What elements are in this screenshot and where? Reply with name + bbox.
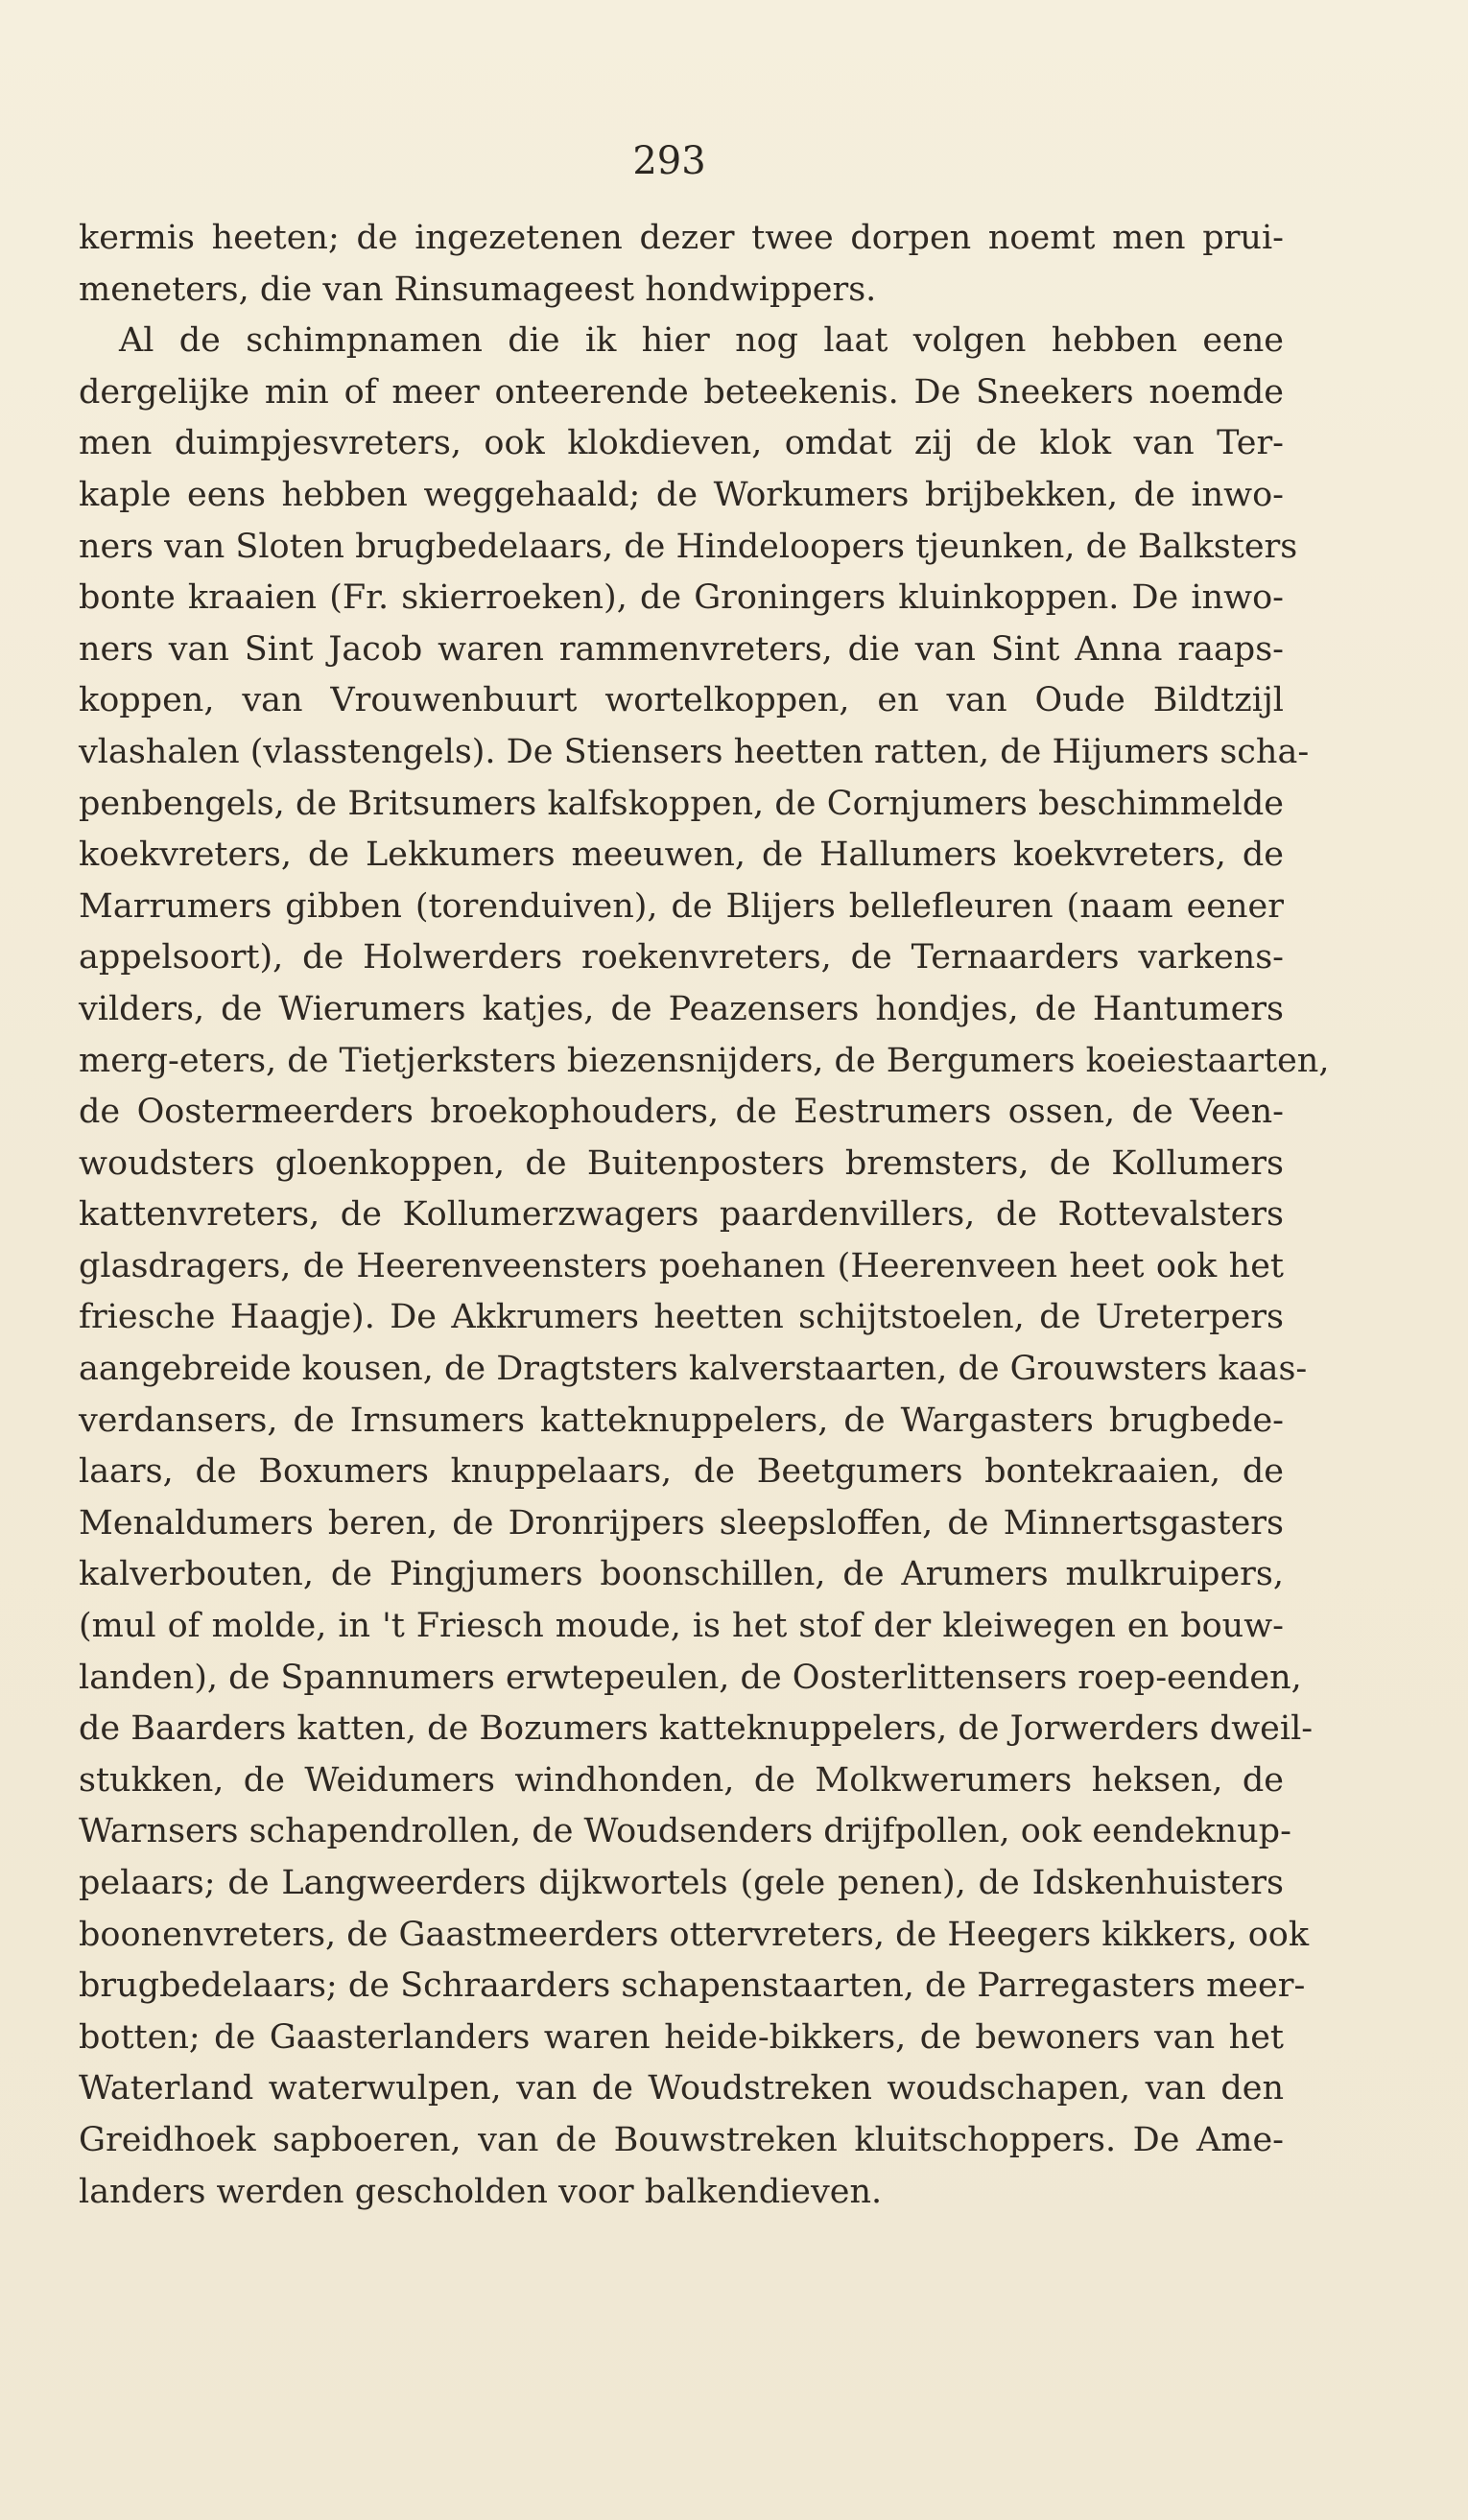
text-line: botten; de Gaasterlanders waren heide-bikkers, de bewoners van het (79, 2017, 1284, 2057)
text-line: (mul of molde, in 't Friesch moude, is het stof der kleiwegen en bouw- (79, 1607, 1284, 1646)
text-line: de Baarders katten, de Bozumers katteknuppelers, de Jorwerders dweil- (79, 1709, 1314, 1749)
text-line: dergelijke min of meer onteerende beteekenis. De Sneekers noemde (79, 372, 1284, 412)
text-line: kalverbouten, de Pingjumers boonschillen, de Arumers mulkruipers, (79, 1555, 1284, 1594)
text-line: friesche Haagje). De Akkrumers heetten schijtstoelen, de Ureterpers (79, 1298, 1284, 1337)
text-line: verdansers, de Irnsumers katteknuppelers, de Wargasters brugbede- (79, 1401, 1284, 1440)
text-line: boonenvreters, de Gaastmeerders ottervreters, de Heegers kikkers, ook (79, 1915, 1310, 1954)
text-line: landers werden gescholden voor balkendieven. (79, 2172, 883, 2211)
text-line: meneters, die van Rinsumageest hondwippers. (79, 270, 877, 309)
text-line: Marrumers gibben (torenduiven), de Blijers bellefleuren (naam eener (79, 886, 1284, 926)
text-line: landen), de Spannumers erwtepeulen, de Oosterlittensers roep-eenden, (79, 1658, 1302, 1697)
text-line: laars, de Boxumers knuppelaars, de Beetgumers bontekraaien, de (79, 1452, 1284, 1492)
text-line: kattenvreters, de Kollumerzwagers paardenvillers, de Rottevalsters (79, 1195, 1284, 1235)
text-line: men duimpjesvreters, ook klokdieven, omdat zij de klok van Ter- (79, 424, 1284, 463)
page-number: 293 (632, 139, 706, 183)
text-line: merg-eters, de Tietjerksters biezensnijders, de Bergumers koeiestaarten, (79, 1041, 1330, 1080)
text-line: Waterland waterwulpen, van de Woudstreken woudschapen, van den (79, 2069, 1284, 2108)
text-line: stukken, de Weidumers windhonden, de Molkwerumers heksen, de (79, 1760, 1284, 1800)
text-line: koppen, van Vrouwenbuurt wortelkoppen, en van Oude Bildtzijl (79, 681, 1284, 720)
text-line: Al de schimpnamen die ik hier nog laat volgen hebben eene (119, 321, 1284, 361)
text-line: kermis heeten; de ingezetenen dezer twee dorpen noemt men prui- (79, 219, 1284, 257)
text-line: bonte kraaien (Fr. skierroeken), de Groningers kluinkoppen. De inwo- (79, 578, 1284, 618)
text-line: koekvreters, de Lekkumers meeuwen, de Hallumers koekvreters, de (79, 836, 1284, 875)
body-text (79, 213, 1330, 2218)
text-line: Greidhoek sapboeren, van de Bouwstreken kluitschoppers. De Ame- (79, 2120, 1284, 2159)
text-line: appelsoort), de Holwerders roekenvreters, de Ternaarders varkens- (79, 938, 1284, 977)
text-line: penbengels, de Britsumers kalfskoppen, de Cornjumers beschimmelde (79, 784, 1284, 823)
text-line: vilders, de Wierumers katjes, de Peazensers hondjes, de Hantumers (79, 989, 1284, 1028)
text-line: kaple eens hebben weggehaald; de Workumers brijbekken, de inwo- (79, 475, 1284, 514)
text-line: Menaldumers beren, de Dronrijpers sleepsloffen, de Minnertsgasters (79, 1503, 1284, 1543)
text-line: de Oostermeerders broekophouders, de Eestrumers ossen, de Veen- (79, 1093, 1284, 1132)
text-line: ners van Sloten brugbedelaars, de Hindeloopers tjeunken, de Balksters (79, 527, 1298, 566)
text-line: Warnsers schapendrollen, de Woudsenders drijfpollen, ook eendeknup- (79, 1812, 1291, 1851)
text-line: glasdragers, de Heerenveensters poehanen (Heerenveen heet ook het (79, 1246, 1284, 1285)
text-line: pelaars; de Langweerders dijkwortels (gele penen), de Idskenhuisters (79, 1864, 1284, 1902)
text-line: ners van Sint Jacob waren rammenvreters, die van Sint Anna raaps- (79, 629, 1284, 669)
text-line: aangebreide kousen, de Dragtsters kalverstaarten, de Grouwsters kaas- (79, 1350, 1308, 1389)
text-line: vlashalen (vlasstengels). De Stiensers heetten ratten, de Hijumers scha- (79, 732, 1310, 771)
text-line: brugbedelaars; de Schraarders schapenstaarten, de Parregasters meer- (79, 1967, 1306, 2006)
text-line: woudsters gloenkoppen, de Buitenposters bremsters, de Kollumers (79, 1143, 1284, 1183)
